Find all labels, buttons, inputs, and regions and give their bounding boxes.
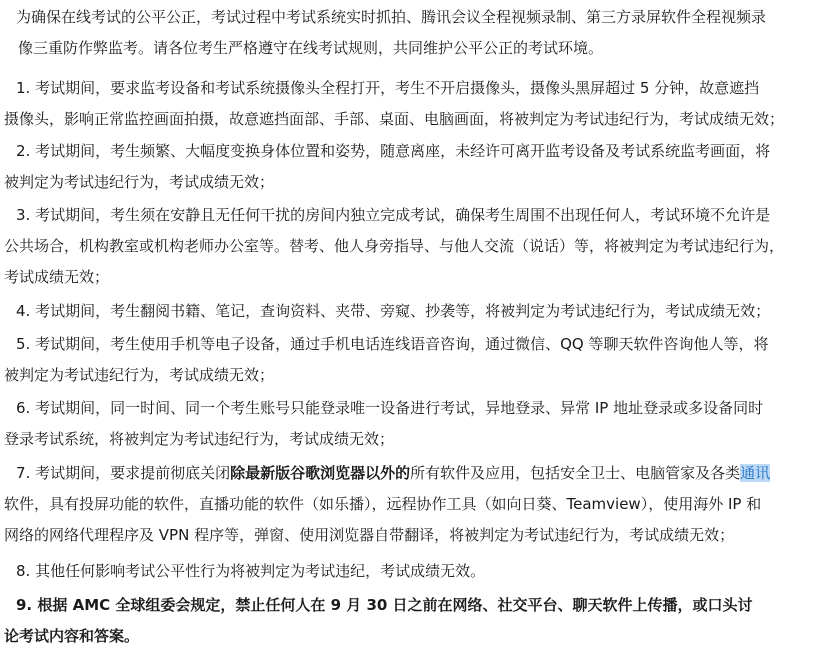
rule-9-line-1: 9. 根据 AMC 全球组委会规定，禁止任何人在 9 月 30 日之前在网络、社交平台、聊天软件上传播，或口头讨 [16, 596, 753, 614]
rule-4-line-1: 4. 考试期间，考生翻阅书籍、笔记，查询资料、夹带、旁窥、抄袭等，将被判定为考试违纪行为，考试成绩无效； [16, 302, 771, 320]
rule-7-line-1-start: 7. 考试期间，要求提前彻底关闭 [16, 464, 231, 482]
rule-7-line-2: 软件，具有投屏功能的软件，直播功能的软件（如乐播），远程协作工具（如向日葵、Teamview），使用海外 IP 和 [4, 495, 762, 513]
rule-9-line-2: 论考试内容和答案。 [4, 627, 140, 645]
intro-line-1: 为确保在线考试的公平公正，考试过程中考试系统实时抓拍、腾讯会议全程视频录制、第三方录屏软件全程视频录 [16, 8, 767, 26]
rule-3-line-2: 公共场合，机构教室或机构老师办公室等。替考、他人身旁指导、与他人交流（说话）等，将被判定为考试违纪行为， [4, 237, 785, 255]
rule-9 [4, 590, 796, 652]
rule-7-selected-text[interactable]: 通讯 [740, 464, 771, 482]
rule-8 [4, 556, 796, 587]
rule-2-line-1: 2. 考试期间，考生频繁、大幅度变换身体位置和姿势，随意离座，未经许可离开监考设备及考试系统监考画面，将 [16, 142, 771, 160]
rule-6-line-1: 6. 考试期间，同一时间、同一个考生账号只能登录唯一设备进行考试，异地登录、异常 IP 地址登录或多设备同时 [16, 399, 764, 417]
rule-7-line-3: 网络的网络代理程序及 VPN 程序等，弹窗、使用浏览器自带翻译，将被判定为考试违纪行为，考试成绩无效； [4, 526, 735, 544]
rule-3-line-3: 考试成绩无效； [4, 268, 110, 286]
rule-5 [4, 329, 796, 391]
rule-3 [4, 200, 796, 293]
rule-4 [4, 296, 796, 327]
rule-1-line-2: 摄像头，影响正常监控画面拍摄，故意遮挡面部、手部、桌面、电脑画面，将被判定为考试违纪行为，考试成绩无效； [4, 110, 785, 128]
rule-2 [4, 136, 796, 198]
rule-7-bold-phrase: 除最新版谷歌浏览器以外的 [230, 464, 411, 482]
rule-1-line-1: 1. 考试期间，要求监考设备和考试系统摄像头全程打开，考生不开启摄像头，摄像头黑屏超过 5 分钟，故意遮挡 [16, 79, 760, 97]
rule-7-line-1-middle: 所有软件及应用，包括安全卫士、电脑管家及各类 [410, 464, 741, 482]
intro-line-2: 像三重防作弊监考。请各位考生严格遵守在线考试规则，共同维护公平公正的考试环境。 [18, 39, 604, 57]
rule-7 [4, 458, 796, 551]
intro-paragraph [16, 2, 796, 64]
rule-6-line-2: 登录考试系统，将被判定为考试违纪行为，考试成绩无效； [4, 430, 395, 448]
rule-5-line-1: 5. 考试期间，考生使用手机等电子设备，通过手机电话连线语音咨询，通过微信、QQ 等聊天软件咨询他人等，将 [16, 335, 769, 353]
rule-3-line-1: 3. 考试期间，考生须在安静且无任何干扰的房间内独立完成考试，确保考生周围不出现任何人，考试环境不允许是 [16, 206, 771, 224]
rule-1 [4, 73, 796, 135]
rule-2-line-2: 被判定为考试违纪行为，考试成绩无效； [4, 173, 275, 191]
rule-8-line-1: 8. 其他任何影响考试公平性行为将被判定为考试违纪，考试成绩无效。 [16, 562, 486, 580]
rule-7-line-1 [4, 458, 796, 489]
rule-5-line-2: 被判定为考试违纪行为，考试成绩无效； [4, 366, 275, 384]
rule-6 [4, 393, 796, 455]
